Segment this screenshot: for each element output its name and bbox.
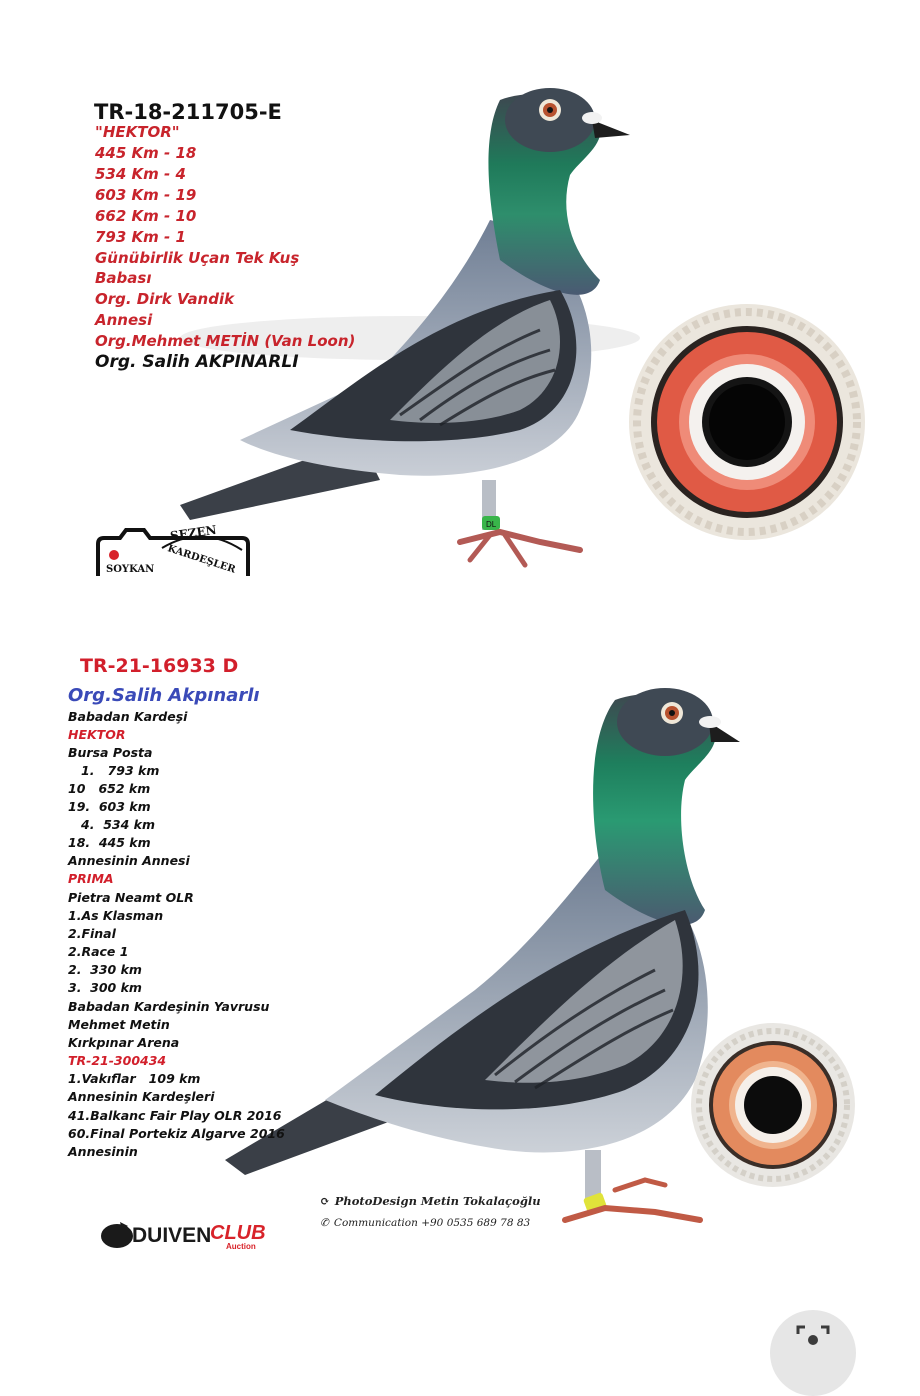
ring-number-2: TR-21-16933 D bbox=[80, 655, 239, 677]
info-line: Kırkpınar Arena bbox=[68, 1035, 180, 1050]
logo-top-text: SEZEN bbox=[169, 522, 218, 544]
info-line: Org.Mehmet METİN (Van Loon) bbox=[95, 332, 356, 350]
info-line: Annesinin bbox=[68, 1144, 138, 1159]
info-line: 534 Km - 4 bbox=[95, 165, 186, 183]
eye-closeup-2 bbox=[688, 1020, 858, 1190]
lens-scan-button[interactable] bbox=[770, 1310, 856, 1396]
info-line: Pietra Neamt OLR bbox=[68, 890, 194, 905]
info-line: Org. Dirk Vandik bbox=[95, 290, 235, 308]
info-line: 2.Race 1 bbox=[68, 944, 129, 959]
camera-credit-icon: ⟳ bbox=[320, 1194, 330, 1208]
ring-number-1: TR-18-211705-E bbox=[94, 100, 282, 124]
info-line: Annesinin Kardeşleri bbox=[68, 1089, 215, 1104]
info-line: 10 652 km bbox=[68, 781, 151, 796]
info-line: 41.Balkanc Fair Play OLR 2016 bbox=[68, 1108, 282, 1123]
info-line: 2. 330 km bbox=[68, 962, 142, 977]
info-line: 1.Vakıflar 109 km bbox=[68, 1071, 201, 1086]
phone-icon: ✆ bbox=[320, 1217, 329, 1229]
duivenclub-logo bbox=[98, 1212, 278, 1256]
logo-main-text: DUIVEN bbox=[132, 1224, 212, 1247]
info-line: Annesi bbox=[95, 311, 153, 329]
info-line: 1.As Klasman bbox=[68, 908, 164, 923]
logo-right-text: KARDEŞLER bbox=[166, 543, 237, 576]
lens-scan-icon bbox=[796, 1324, 830, 1348]
info-line: 2.Final bbox=[68, 926, 116, 941]
logo-accent-text: CLUB bbox=[210, 1222, 266, 1244]
info-line: Mehmet Metin bbox=[68, 1017, 170, 1032]
info-line: 19. 603 km bbox=[68, 799, 151, 814]
owner-name-1: Org. Salih AKPINARLI bbox=[95, 352, 299, 372]
photo-credit-text: PhotoDesign Metin Tokalaçoğlu bbox=[334, 1194, 541, 1208]
camera-logo bbox=[92, 520, 252, 582]
info-line: 18. 445 km bbox=[68, 835, 151, 850]
phone-credit bbox=[320, 1211, 530, 1230]
info-line: Babadan Kardeşinin Yavrusu bbox=[68, 999, 270, 1014]
info-line: Günübirlik Uçan Tek Kuş bbox=[95, 249, 300, 267]
info-line: Bursa Posta bbox=[68, 745, 153, 760]
info-line: 1. 793 km bbox=[68, 763, 160, 778]
owner-name-2: Org.Salih Akpınarlı bbox=[68, 685, 260, 706]
phone-credit-text: Communication +90 0535 689 78 83 bbox=[333, 1217, 531, 1229]
info-line: Annesinin Annesi bbox=[68, 853, 190, 868]
info-line: TR-21-300434 bbox=[68, 1053, 167, 1068]
info-line: 603 Km - 19 bbox=[95, 186, 197, 204]
pigeon-photo-2 bbox=[225, 680, 755, 1240]
logo-left-text: SOYKAN bbox=[106, 564, 155, 575]
pigeon-logo-icon bbox=[98, 1218, 136, 1250]
info-line: 793 Km - 1 bbox=[95, 228, 186, 246]
info-line: PRIMA bbox=[68, 871, 114, 886]
eye-closeup-1 bbox=[625, 300, 870, 545]
leg-band-label: DL bbox=[486, 520, 497, 529]
info-line: 445 Km - 18 bbox=[95, 144, 197, 162]
info-line: Babası bbox=[95, 269, 152, 287]
info-line: 662 Km - 10 bbox=[95, 207, 197, 225]
photo-credit bbox=[320, 1190, 541, 1209]
info-line: Babadan Kardeşi bbox=[68, 709, 188, 724]
info-line: "HEKTOR" bbox=[95, 123, 180, 141]
info-line: 60.Final Portekiz Algarve 2016 bbox=[68, 1126, 285, 1141]
logo-sub-text: Auction bbox=[226, 1242, 256, 1251]
info-line: 4. 534 km bbox=[68, 817, 155, 832]
info-line: HEKTOR bbox=[68, 727, 126, 742]
info-line: 3. 300 km bbox=[68, 980, 142, 995]
